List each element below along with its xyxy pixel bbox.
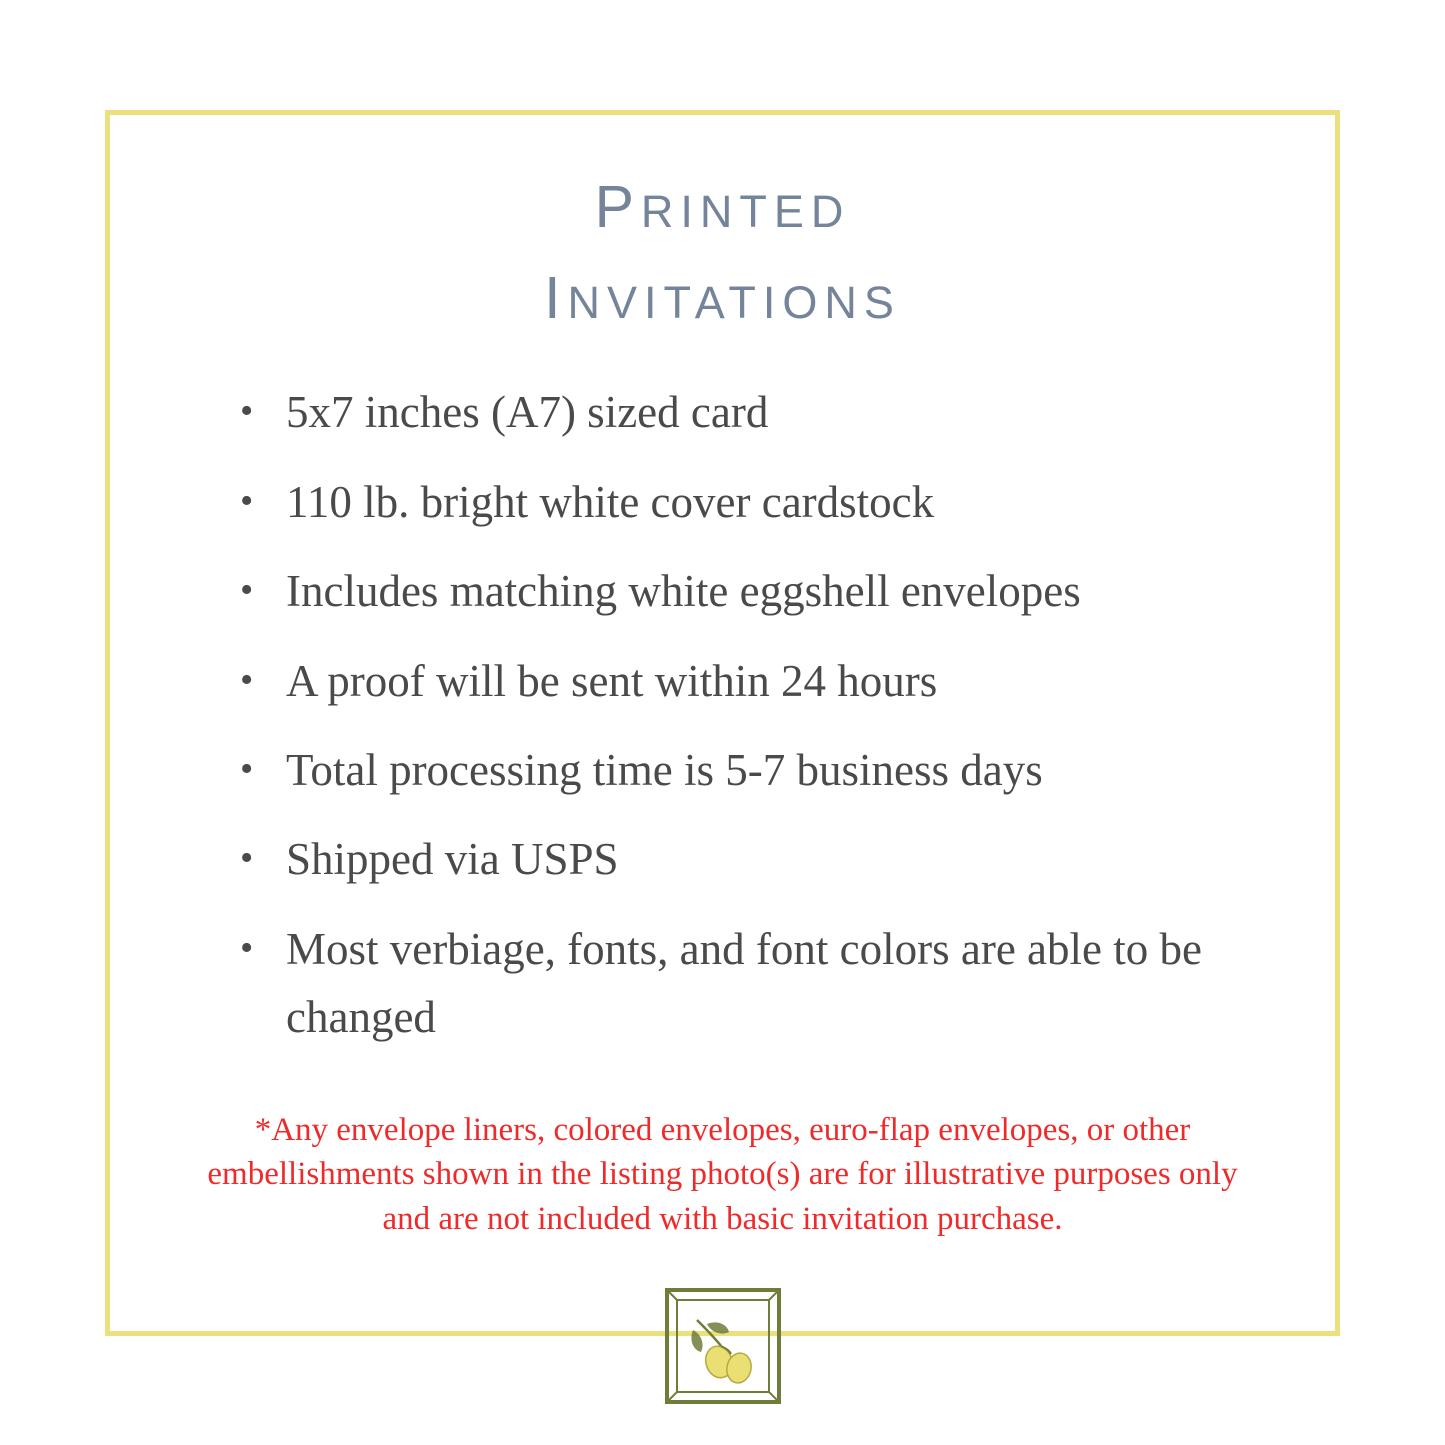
- list-item: [240, 825, 1275, 893]
- list-item: [240, 736, 1275, 804]
- bullet-icon: •: [240, 479, 254, 522]
- bullet-icon: •: [240, 390, 254, 433]
- bullet-icon: •: [240, 658, 254, 701]
- list-item-label: Shipped via USPS: [286, 834, 619, 885]
- feature-list: [170, 378, 1275, 1051]
- list-item-label: Includes matching white eggshell envelopes: [286, 566, 1081, 617]
- list-item-label: Total processing time is 5-7 business days: [286, 745, 1043, 795]
- card-inner: [110, 115, 1335, 1331]
- title-line-1: printed: [594, 151, 851, 245]
- invitation-info-card: [105, 110, 1340, 1336]
- list-item: [240, 557, 1275, 625]
- list-item: [240, 378, 1275, 446]
- disclaimer-note: *Any envelope liners, colored envelopes, euro-flap envelopes, or other embellishments shown in the listing photo(s) are for illustrative purposes only and are not included with basic invitation purchase.: [207, 1111, 1238, 1238]
- list-item: [240, 468, 1275, 536]
- bullet-icon: •: [240, 926, 254, 969]
- list-item-label: A proof will be sent within 24 hours: [286, 655, 938, 706]
- bullet-icon: •: [240, 569, 254, 612]
- list-item-label: Most verbiage, fonts, and font colors are able to be changed: [286, 923, 1202, 1043]
- page-title: [170, 143, 1275, 334]
- list-item: [240, 915, 1275, 1052]
- list-item-label: 5x7 inches (A7) sized card: [286, 387, 769, 438]
- bullet-icon: •: [240, 837, 254, 880]
- lemon-branch-logo-icon: [663, 1286, 783, 1406]
- bullet-icon: •: [240, 748, 254, 790]
- list-item-label: 110 lb. bright white cover cardstock: [286, 476, 935, 527]
- list-item: [240, 647, 1275, 715]
- title-line-2: invitations: [544, 241, 901, 336]
- logo-container: [170, 1286, 1275, 1406]
